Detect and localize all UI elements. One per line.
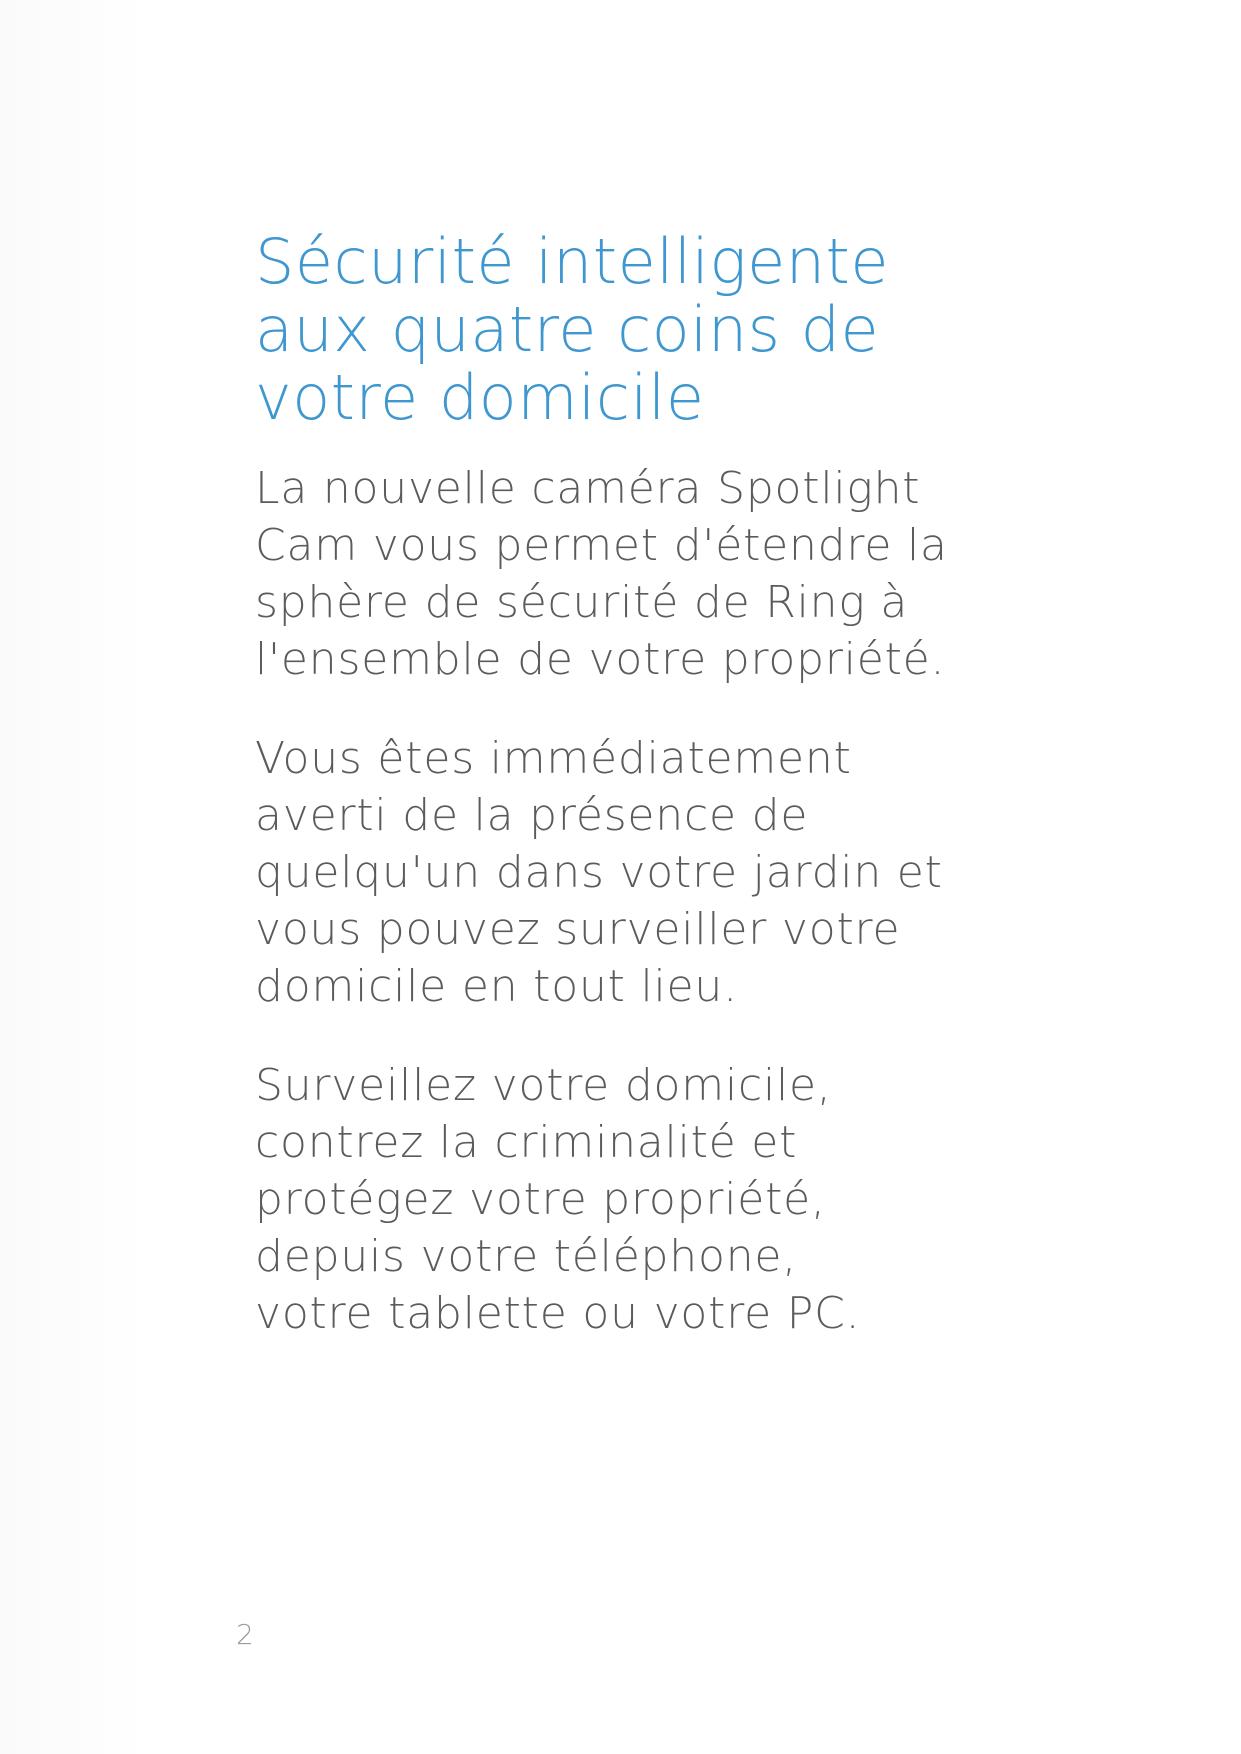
paragraph-devices	[255, 1057, 1015, 1342]
paragraph-line: l'ensemble de votre propriété.	[255, 634, 946, 685]
paragraph-line: depuis votre téléphone,	[255, 1231, 798, 1282]
paragraph-line: domicile en tout lieu.	[255, 961, 738, 1012]
paragraph-line: vous pouvez surveiller votre	[255, 904, 901, 955]
title-line-1: Sécurité intelligente	[255, 225, 890, 298]
paragraph-line: La nouvelle caméra Spotlight	[255, 463, 921, 514]
paragraph-line: Vous êtes immédiatement	[255, 733, 852, 784]
page-title	[255, 225, 1015, 434]
page-number: 2	[236, 1618, 254, 1651]
paragraph-alerts	[255, 730, 1015, 1015]
title-line-2: aux quatre coins de	[255, 293, 880, 366]
paragraph-line: Cam vous permet d'étendre la	[255, 520, 948, 571]
paragraph-line: contrez la criminalité et	[255, 1117, 798, 1168]
page-edge-shade	[0, 0, 150, 1754]
paragraph-line: Surveillez votre domicile,	[255, 1060, 832, 1111]
paragraph-line: quelqu'un dans votre jardin et	[255, 847, 943, 898]
paragraph-line: votre tablette ou votre PC.	[255, 1288, 861, 1339]
title-line-3: votre domicile	[255, 361, 705, 434]
paragraph-intro	[255, 460, 1015, 688]
paragraph-line: averti de la présence de	[255, 790, 809, 841]
page-content	[255, 225, 1015, 1342]
paragraph-line: protégez votre propriété,	[255, 1174, 826, 1225]
paragraph-line: sphère de sécurité de Ring à	[255, 577, 909, 628]
